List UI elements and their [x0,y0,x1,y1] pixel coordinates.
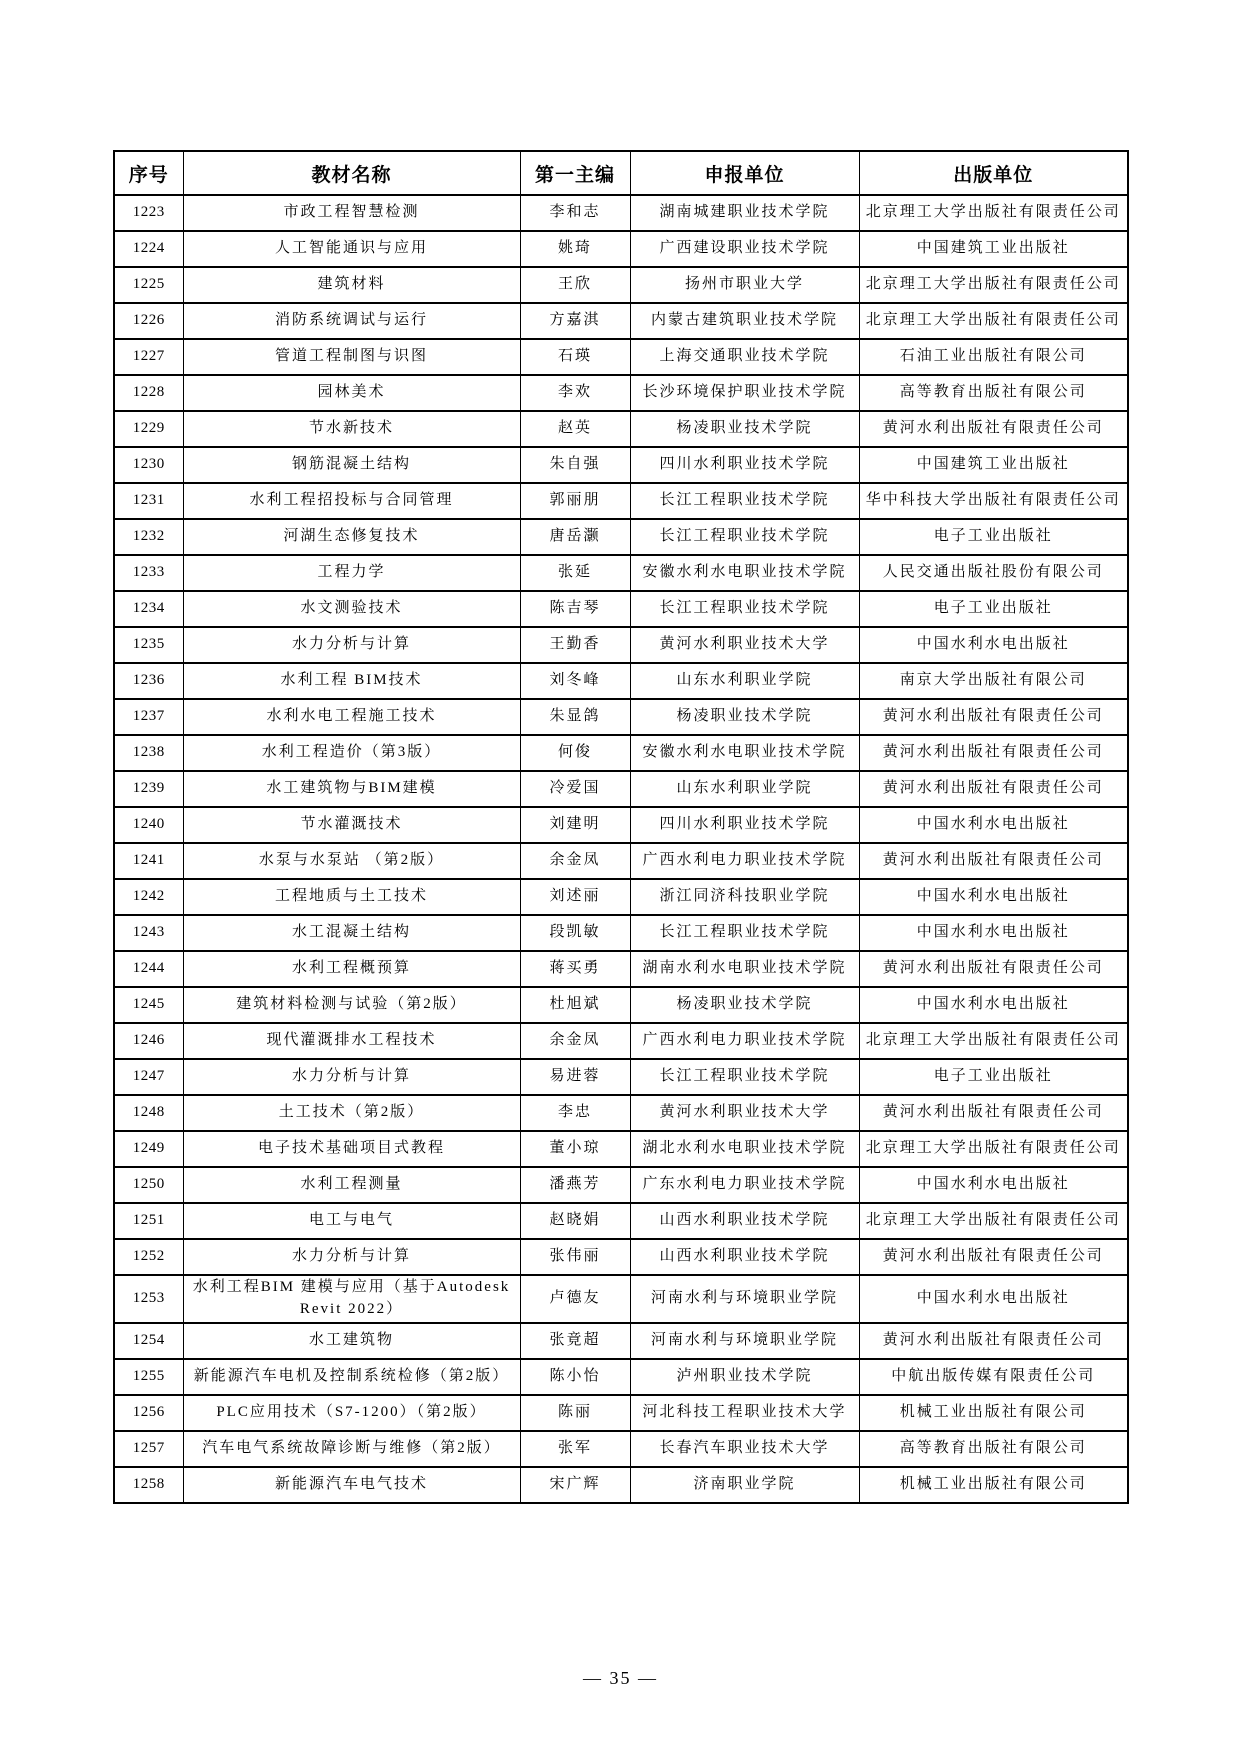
cell-title: 水力分析与计算 [183,1059,520,1095]
cell-publisher: 南京大学出版社有限公司 [859,663,1128,699]
cell-publisher: 北京理工大学出版社有限责任公司 [859,195,1128,231]
table-row [114,447,1128,483]
cell-editor: 李忠 [520,1095,630,1131]
cell-publisher: 中国水利水电出版社 [859,1275,1128,1323]
table-row [114,1059,1128,1095]
cell-serial: 1242 [114,879,183,915]
table-row [114,339,1128,375]
cell-title: 管道工程制图与识图 [183,339,520,375]
table-row [114,807,1128,843]
cell-publisher: 黄河水利出版社有限责任公司 [859,699,1128,735]
cell-publisher: 石油工业出版社有限公司 [859,339,1128,375]
cell-publisher: 电子工业出版社 [859,519,1128,555]
cell-editor: 李欢 [520,375,630,411]
cell-serial: 1241 [114,843,183,879]
header-applicant: 申报单位 [630,151,859,195]
cell-editor: 陈丽 [520,1395,630,1431]
table-header-row [114,151,1128,195]
cell-publisher: 黄河水利出版社有限责任公司 [859,735,1128,771]
cell-serial: 1228 [114,375,183,411]
cell-serial: 1237 [114,699,183,735]
table-row [114,411,1128,447]
cell-editor: 刘述丽 [520,879,630,915]
cell-publisher: 黄河水利出版社有限责任公司 [859,1323,1128,1359]
cell-title: 电工与电气 [183,1203,520,1239]
cell-title: 土工技术（第2版） [183,1095,520,1131]
cell-applicant: 长江工程职业技术学院 [630,1059,859,1095]
table-row [114,375,1128,411]
header-editor: 第一主编 [520,151,630,195]
cell-title: 工程地质与土工技术 [183,879,520,915]
cell-serial: 1231 [114,483,183,519]
cell-applicant: 长江工程职业技术学院 [630,915,859,951]
cell-applicant: 广西水利电力职业技术学院 [630,843,859,879]
cell-applicant: 四川水利职业技术学院 [630,447,859,483]
cell-publisher: 电子工业出版社 [859,1059,1128,1095]
cell-title: 水利工程招投标与合同管理 [183,483,520,519]
table-row [114,771,1128,807]
cell-publisher: 中国建筑工业出版社 [859,447,1128,483]
cell-title: 水利工程概预算 [183,951,520,987]
cell-editor: 冷爱国 [520,771,630,807]
cell-applicant: 河南水利与环境职业学院 [630,1323,859,1359]
cell-applicant: 杨凌职业技术学院 [630,987,859,1023]
table-row [114,699,1128,735]
cell-editor: 朱自强 [520,447,630,483]
table-row [114,1431,1128,1467]
cell-serial: 1239 [114,771,183,807]
cell-publisher: 中国水利水电出版社 [859,987,1128,1023]
cell-publisher: 高等教育出版社有限公司 [859,1431,1128,1467]
cell-editor: 姚琦 [520,231,630,267]
cell-serial: 1256 [114,1395,183,1431]
table-row [114,1167,1128,1203]
cell-applicant: 山西水利职业技术学院 [630,1203,859,1239]
cell-applicant: 河南水利与环境职业学院 [630,1275,859,1323]
cell-applicant: 黄河水利职业技术大学 [630,627,859,663]
table-row [114,1359,1128,1395]
cell-title: 节水新技术 [183,411,520,447]
cell-serial: 1257 [114,1431,183,1467]
cell-editor: 刘冬峰 [520,663,630,699]
cell-serial: 1243 [114,915,183,951]
cell-serial: 1244 [114,951,183,987]
cell-editor: 石瑛 [520,339,630,375]
cell-editor: 余金凤 [520,843,630,879]
cell-applicant: 杨凌职业技术学院 [630,699,859,735]
cell-publisher: 中航出版传媒有限责任公司 [859,1359,1128,1395]
cell-applicant: 内蒙古建筑职业技术学院 [630,303,859,339]
table-row [114,843,1128,879]
cell-publisher: 中国水利水电出版社 [859,915,1128,951]
cell-editor: 何俊 [520,735,630,771]
cell-editor: 朱显鸽 [520,699,630,735]
cell-serial: 1248 [114,1095,183,1131]
cell-publisher: 机械工业出版社有限公司 [859,1395,1128,1431]
cell-title: 水文测验技术 [183,591,520,627]
table-row [114,1323,1128,1359]
cell-applicant: 黄河水利职业技术大学 [630,1095,859,1131]
cell-applicant: 长江工程职业技术学院 [630,519,859,555]
cell-editor: 卢德友 [520,1275,630,1323]
cell-editor: 陈小怡 [520,1359,630,1395]
table-row [114,735,1128,771]
cell-title: 钢筋混凝土结构 [183,447,520,483]
cell-publisher: 黄河水利出版社有限责任公司 [859,1239,1128,1275]
cell-title: 人工智能通识与应用 [183,231,520,267]
cell-serial: 1245 [114,987,183,1023]
cell-serial: 1234 [114,591,183,627]
table-row [114,1467,1128,1503]
table-row [114,1131,1128,1167]
cell-serial: 1224 [114,231,183,267]
cell-publisher: 黄河水利出版社有限责任公司 [859,843,1128,879]
cell-serial: 1226 [114,303,183,339]
cell-title: 水工混凝土结构 [183,915,520,951]
cell-applicant: 济南职业学院 [630,1467,859,1503]
cell-publisher: 电子工业出版社 [859,591,1128,627]
table-row [114,303,1128,339]
cell-editor: 张军 [520,1431,630,1467]
cell-publisher: 黄河水利出版社有限责任公司 [859,1095,1128,1131]
cell-publisher: 中国水利水电出版社 [859,807,1128,843]
cell-applicant: 扬州市职业大学 [630,267,859,303]
table-row [114,231,1128,267]
cell-editor: 潘燕芳 [520,1167,630,1203]
cell-serial: 1250 [114,1167,183,1203]
header-publisher: 出版单位 [859,151,1128,195]
cell-serial: 1227 [114,339,183,375]
cell-serial: 1249 [114,1131,183,1167]
cell-title: 河湖生态修复技术 [183,519,520,555]
cell-applicant: 杨凌职业技术学院 [630,411,859,447]
cell-applicant: 安徽水利水电职业技术学院 [630,735,859,771]
page-number: — 35 — [583,1668,658,1688]
cell-serial: 1225 [114,267,183,303]
table-row [114,915,1128,951]
cell-serial: 1258 [114,1467,183,1503]
cell-editor: 宋广辉 [520,1467,630,1503]
cell-applicant: 长春汽车职业技术大学 [630,1431,859,1467]
cell-publisher: 中国建筑工业出版社 [859,231,1128,267]
cell-title: PLC应用技术（S7-1200）（第2版） [183,1395,520,1431]
cell-publisher: 中国水利水电出版社 [859,627,1128,663]
table-row [114,267,1128,303]
cell-title: 消防系统调试与运行 [183,303,520,339]
cell-title: 园林美术 [183,375,520,411]
cell-title: 新能源汽车电气技术 [183,1467,520,1503]
textbook-table [113,150,1129,1504]
cell-serial: 1223 [114,195,183,231]
cell-title: 水工建筑物与BIM建模 [183,771,520,807]
cell-title: 水利工程测量 [183,1167,520,1203]
cell-serial: 1230 [114,447,183,483]
header-serial: 序号 [114,151,183,195]
table-row [114,195,1128,231]
cell-editor: 陈吉琴 [520,591,630,627]
cell-applicant: 广东水利电力职业技术学院 [630,1167,859,1203]
cell-applicant: 河北科技工程职业技术大学 [630,1395,859,1431]
cell-editor: 张延 [520,555,630,591]
cell-editor: 王欣 [520,267,630,303]
table-header [114,151,1128,195]
cell-applicant: 四川水利职业技术学院 [630,807,859,843]
cell-applicant: 安徽水利水电职业技术学院 [630,555,859,591]
cell-title: 电子技术基础项目式教程 [183,1131,520,1167]
cell-title: 建筑材料检测与试验（第2版） [183,987,520,1023]
cell-publisher: 高等教育出版社有限公司 [859,375,1128,411]
cell-serial: 1254 [114,1323,183,1359]
table-row [114,627,1128,663]
cell-publisher: 黄河水利出版社有限责任公司 [859,771,1128,807]
cell-serial: 1255 [114,1359,183,1395]
cell-publisher: 北京理工大学出版社有限责任公司 [859,1023,1128,1059]
cell-editor: 王勤香 [520,627,630,663]
cell-serial: 1233 [114,555,183,591]
table-row [114,987,1128,1023]
cell-applicant: 山东水利职业学院 [630,663,859,699]
cell-serial: 1247 [114,1059,183,1095]
cell-title: 市政工程智慧检测 [183,195,520,231]
cell-serial: 1240 [114,807,183,843]
table-row [114,951,1128,987]
cell-publisher: 人民交通出版社股份有限公司 [859,555,1128,591]
cell-title: 水利水电工程施工技术 [183,699,520,735]
cell-publisher: 中国水利水电出版社 [859,1167,1128,1203]
cell-editor: 蒋买勇 [520,951,630,987]
cell-serial: 1232 [114,519,183,555]
header-title: 教材名称 [183,151,520,195]
cell-publisher: 北京理工大学出版社有限责任公司 [859,1203,1128,1239]
table-row [114,1239,1128,1275]
cell-publisher: 黄河水利出版社有限责任公司 [859,411,1128,447]
cell-serial: 1238 [114,735,183,771]
table-row [114,555,1128,591]
cell-editor: 段凯敏 [520,915,630,951]
cell-editor: 张竟超 [520,1323,630,1359]
cell-publisher: 中国水利水电出版社 [859,879,1128,915]
cell-title: 水利工程BIM 建模与应用（基于Autodesk Revit 2022） [183,1275,520,1323]
cell-serial: 1229 [114,411,183,447]
cell-editor: 郭丽朋 [520,483,630,519]
cell-applicant: 长江工程职业技术学院 [630,483,859,519]
cell-publisher: 北京理工大学出版社有限责任公司 [859,267,1128,303]
cell-applicant: 湖南城建职业技术学院 [630,195,859,231]
cell-applicant: 泸州职业技术学院 [630,1359,859,1395]
cell-editor: 李和志 [520,195,630,231]
cell-title: 水工建筑物 [183,1323,520,1359]
cell-applicant: 长沙环境保护职业技术学院 [630,375,859,411]
table-row [114,663,1128,699]
table-row [114,519,1128,555]
cell-serial: 1236 [114,663,183,699]
cell-publisher: 华中科技大学出版社有限责任公司 [859,483,1128,519]
table-row [114,1275,1128,1323]
cell-publisher: 北京理工大学出版社有限责任公司 [859,303,1128,339]
cell-applicant: 山西水利职业技术学院 [630,1239,859,1275]
cell-serial: 1253 [114,1275,183,1323]
cell-title: 水利工程造价（第3版） [183,735,520,771]
cell-applicant: 长江工程职业技术学院 [630,591,859,627]
cell-editor: 赵晓娟 [520,1203,630,1239]
cell-title: 新能源汽车电机及控制系统检修（第2版） [183,1359,520,1395]
cell-serial: 1235 [114,627,183,663]
cell-publisher: 北京理工大学出版社有限责任公司 [859,1131,1128,1167]
table-row [114,1203,1128,1239]
cell-applicant: 湖南水利水电职业技术学院 [630,951,859,987]
table-row [114,879,1128,915]
cell-applicant: 湖北水利水电职业技术学院 [630,1131,859,1167]
cell-editor: 刘建明 [520,807,630,843]
cell-title: 水力分析与计算 [183,627,520,663]
cell-editor: 唐岳灏 [520,519,630,555]
cell-editor: 张伟丽 [520,1239,630,1275]
cell-applicant: 广西水利电力职业技术学院 [630,1023,859,1059]
cell-applicant: 山东水利职业学院 [630,771,859,807]
cell-editor: 易进蓉 [520,1059,630,1095]
cell-title: 汽车电气系统故障诊断与维修（第2版） [183,1431,520,1467]
cell-title: 节水灌溉技术 [183,807,520,843]
cell-editor: 董小琼 [520,1131,630,1167]
cell-applicant: 广西建设职业技术学院 [630,231,859,267]
cell-title: 水泵与水泵站 （第2版） [183,843,520,879]
cell-editor: 杜旭斌 [520,987,630,1023]
table-body [114,195,1128,1503]
cell-applicant: 上海交通职业技术学院 [630,339,859,375]
cell-title: 现代灌溉排水工程技术 [183,1023,520,1059]
table-row [114,483,1128,519]
cell-title: 工程力学 [183,555,520,591]
cell-applicant: 浙江同济科技职业学院 [630,879,859,915]
cell-editor: 方嘉淇 [520,303,630,339]
table-row [114,1023,1128,1059]
cell-publisher: 黄河水利出版社有限责任公司 [859,951,1128,987]
cell-serial: 1251 [114,1203,183,1239]
cell-editor: 余金凤 [520,1023,630,1059]
cell-serial: 1252 [114,1239,183,1275]
cell-title: 水利工程 BIM技术 [183,663,520,699]
cell-title: 水力分析与计算 [183,1239,520,1275]
cell-editor: 赵英 [520,411,630,447]
cell-publisher: 机械工业出版社有限公司 [859,1467,1128,1503]
table-row [114,591,1128,627]
table-row [114,1395,1128,1431]
cell-serial: 1246 [114,1023,183,1059]
table-row [114,1095,1128,1131]
cell-title: 建筑材料 [183,267,520,303]
